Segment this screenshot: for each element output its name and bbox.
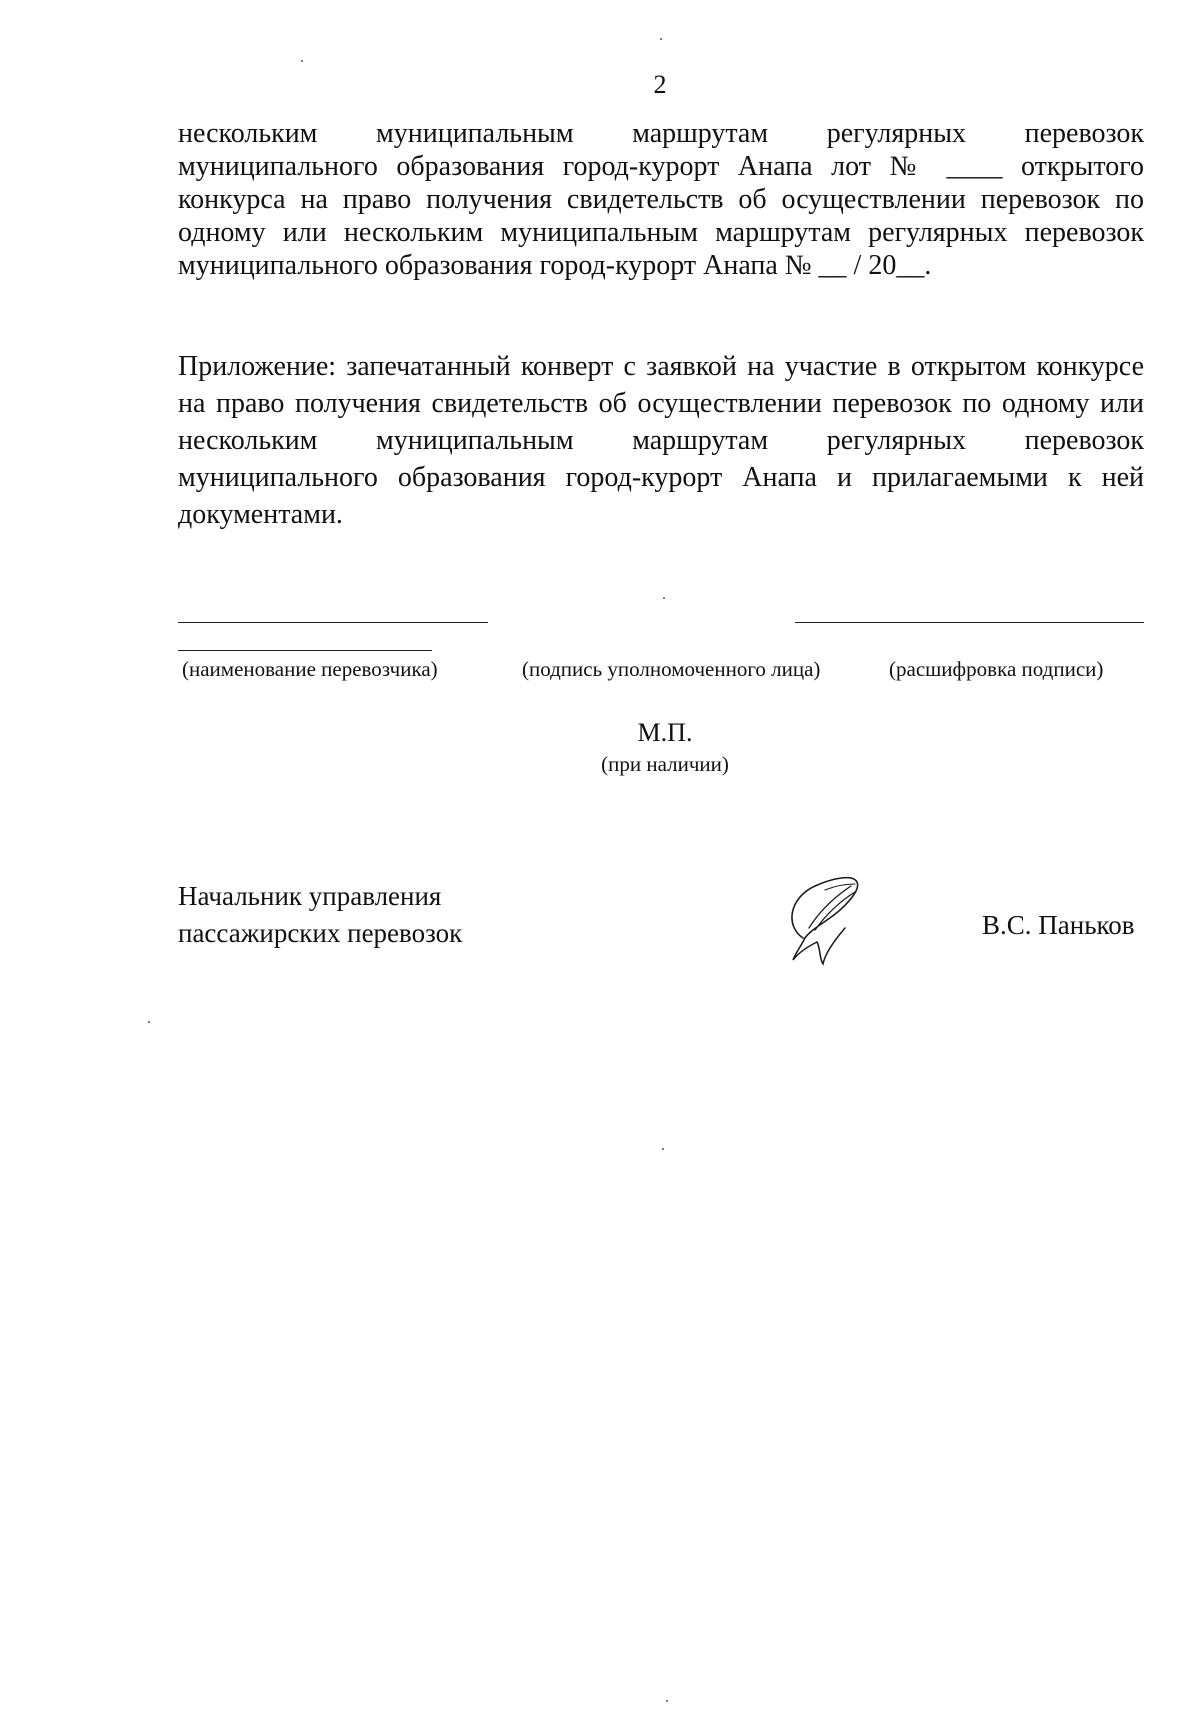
word: маршрутам [632, 425, 769, 456]
scan-speck [662, 1148, 664, 1150]
word: нескольким [178, 118, 318, 149]
signature-transcript-caption: (расшифровка подписи) [889, 657, 1104, 681]
handwritten-signature [775, 868, 875, 968]
paragraph-application-text [178, 117, 1144, 282]
scan-speck [666, 1700, 668, 1702]
paragraph-line: муниципального образования город-курорт Анапа и прилагаемыми к ней [178, 462, 1144, 493]
paragraph-line: одному или нескольким муниципальным маршрутам регулярных перевозок [178, 217, 1144, 248]
seal-placeholder: М.П. [637, 718, 693, 747]
signatory-position [178, 878, 462, 952]
word: регулярных [826, 118, 967, 149]
paragraph-attachment [178, 348, 1144, 533]
paragraph-line [178, 422, 1144, 459]
scan-speck [663, 597, 665, 599]
paragraph-line: конкурса на право получения свидетельств об осуществлении перевозок по [178, 184, 1144, 215]
paragraph-line: Приложение: запечатанный конверт с заявкой на участие в открытом конкурсе [178, 351, 1144, 382]
word: нескольким [178, 425, 318, 456]
word: перевозок [1024, 425, 1145, 456]
position-line: пассажирских перевозок [178, 918, 463, 948]
signature-transcript-line [795, 622, 1144, 623]
scan-speck [148, 1021, 150, 1023]
page-number: 2 [653, 70, 667, 99]
signature-line [178, 650, 432, 651]
paragraph-line: на право получения свидетельств об осуществлении перевозок по одному или [178, 388, 1144, 419]
scan-speck [660, 38, 662, 40]
word: маршрутам [632, 118, 769, 149]
position-line: Начальник управления [178, 881, 442, 911]
scan-speck [301, 60, 303, 62]
word: муниципальным [376, 118, 574, 149]
paragraph-line [178, 117, 1144, 150]
paragraph-line: муниципального образования город-курорт Анапа лот № ____ открытого [178, 151, 1144, 182]
word: регулярных [826, 425, 967, 456]
carrier-name-caption: (наименование перевозчика) [182, 657, 438, 681]
paragraph-line: муниципального образования город-курорт Анапа № __ / 20__. [178, 250, 932, 281]
carrier-name-line [178, 622, 488, 623]
seal-note: (при наличии) [601, 752, 729, 776]
signatory-name: В.С. Паньков [982, 910, 1135, 940]
paragraph-line: документами. [178, 499, 343, 530]
authorized-signature-caption: (подпись уполномоченного лица) [522, 657, 821, 681]
word: перевозок [1024, 118, 1145, 149]
word: муниципальным [376, 425, 574, 456]
